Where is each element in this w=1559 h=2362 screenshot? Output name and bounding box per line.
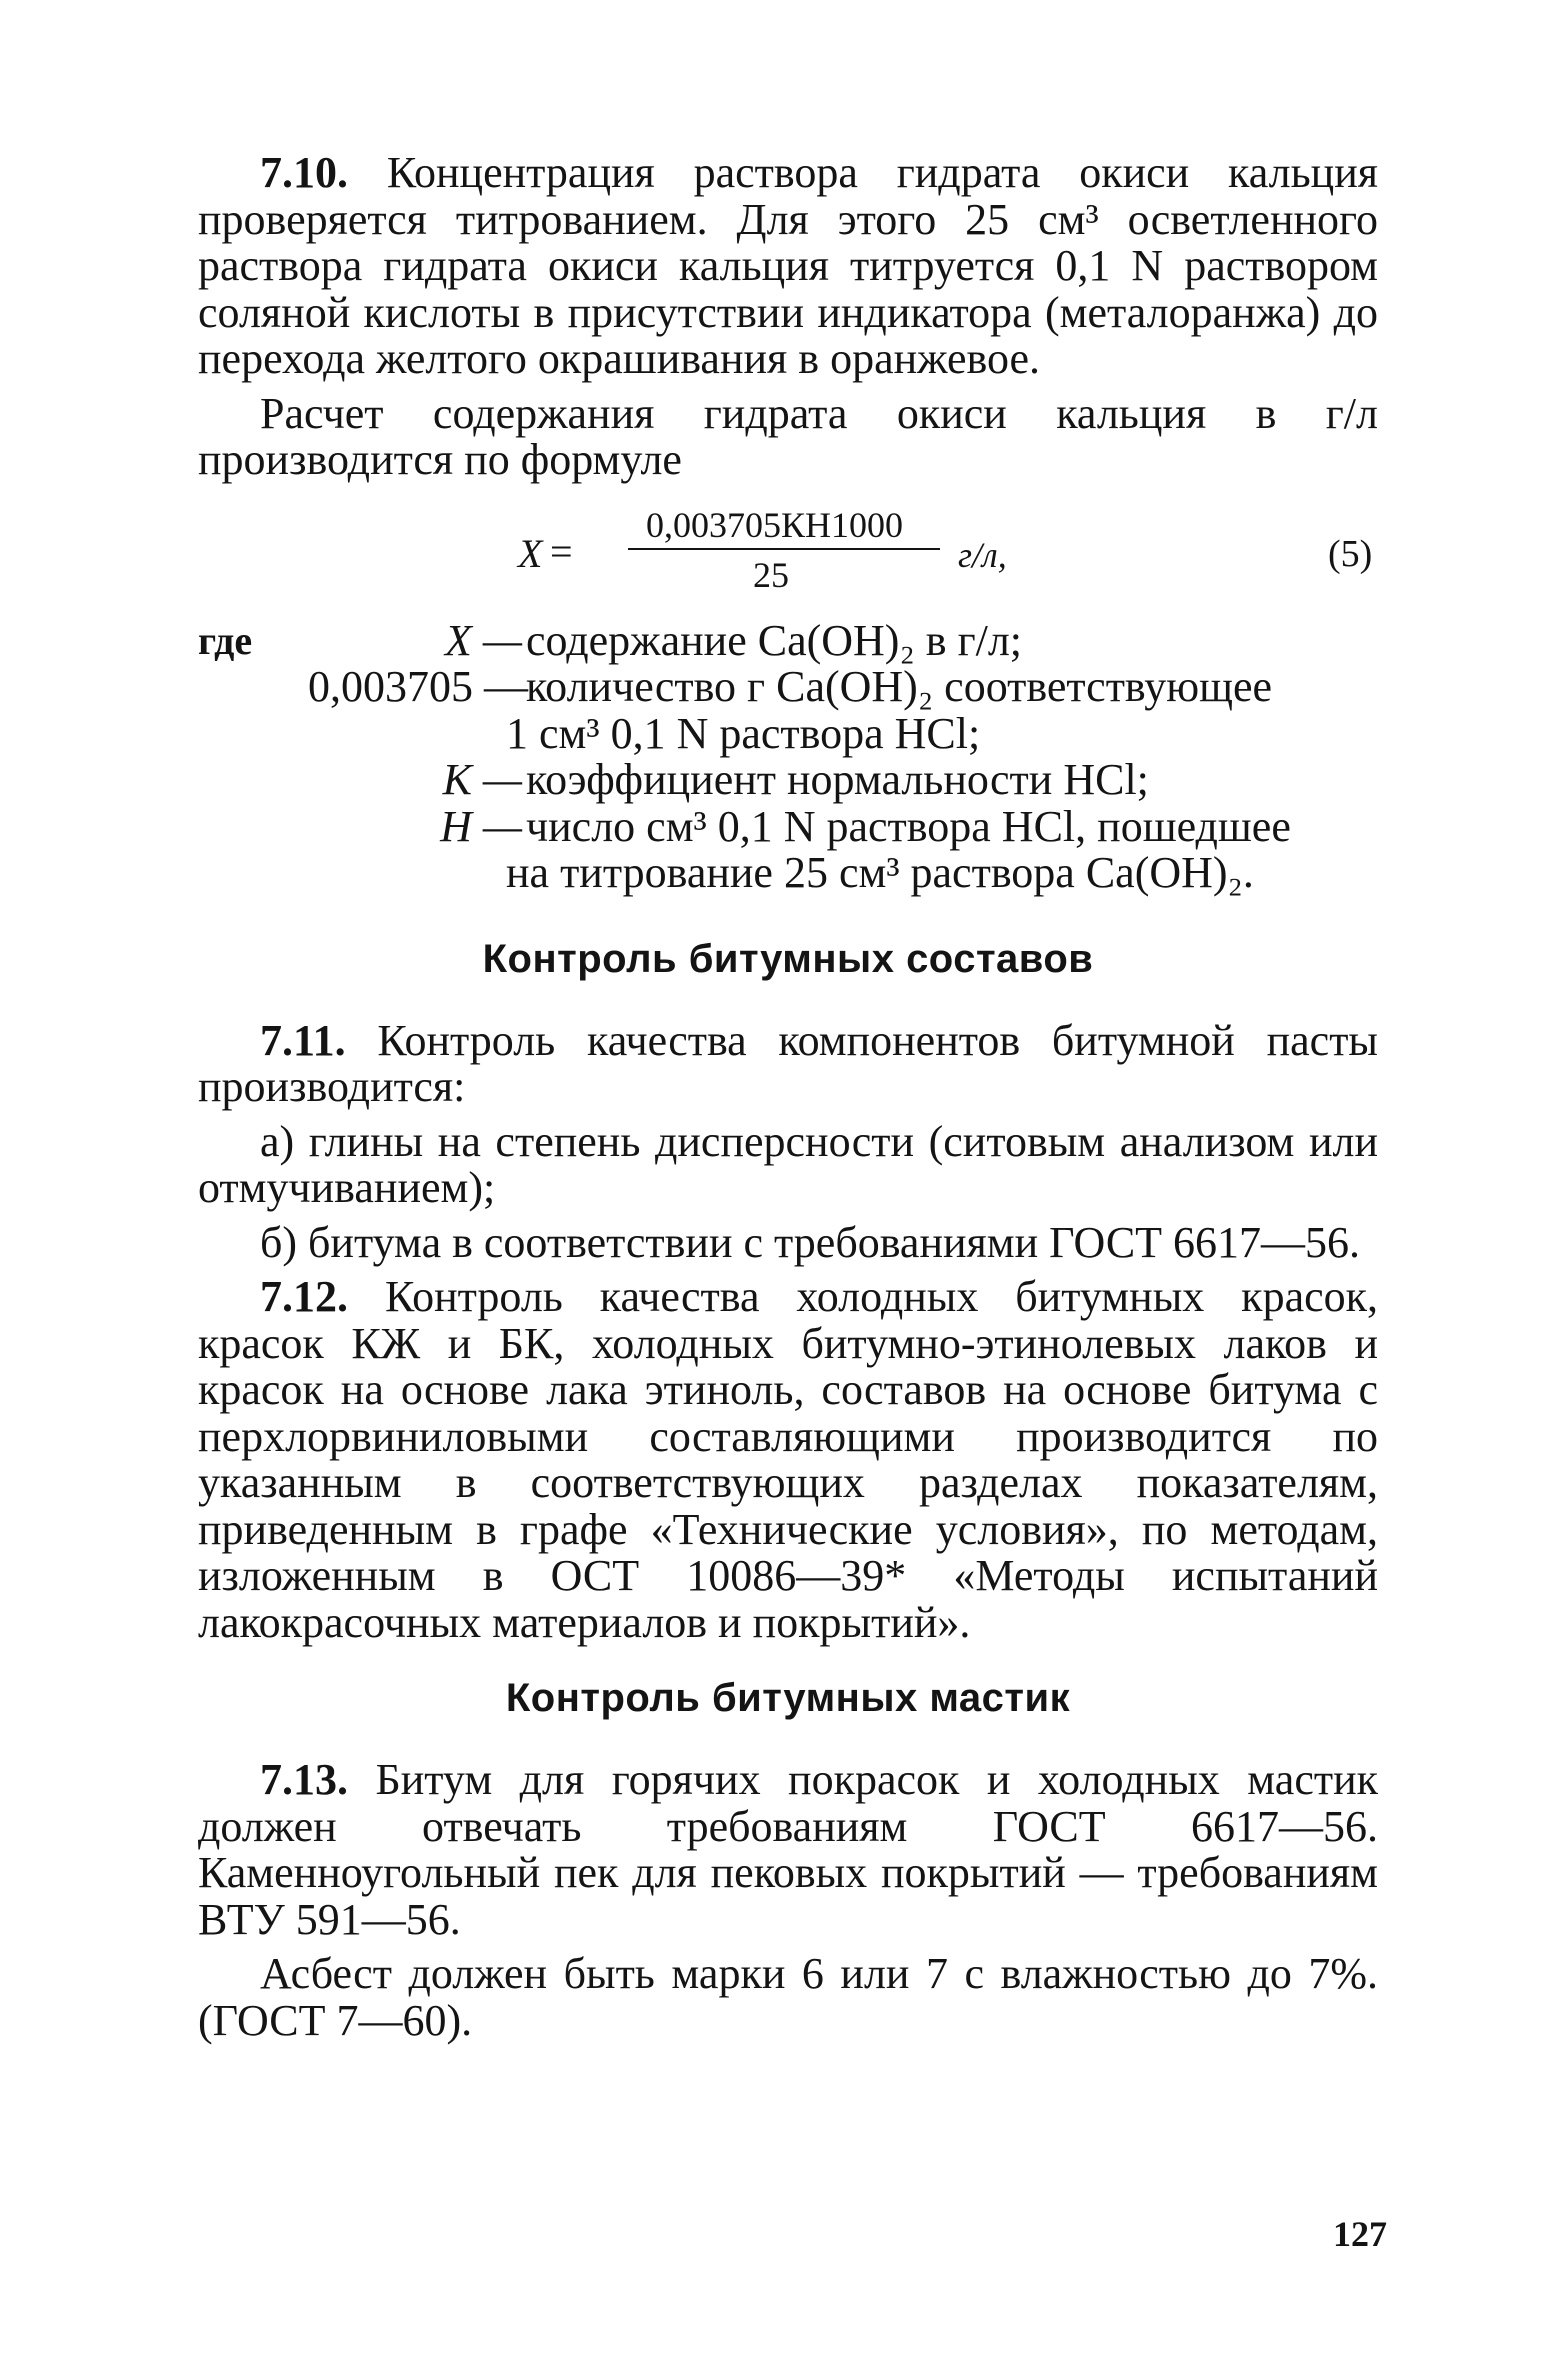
paragraph-text: Контроль качества компонентов битумной пасты производится: bbox=[198, 1015, 1378, 1111]
definition-symbol: X — bbox=[445, 615, 522, 665]
definition-symbol: 0,003705 — bbox=[308, 662, 528, 711]
paragraph-7-13 bbox=[198, 1757, 1378, 1943]
formula-numerator: 0,003705КН1000 bbox=[646, 504, 904, 545]
section-heading-bitumen-compositions: Контроль битумных составов bbox=[482, 936, 1094, 981]
definition-row bbox=[198, 664, 1378, 711]
definition-symbol: К — bbox=[442, 755, 522, 804]
formula-number: (5) bbox=[1328, 532, 1373, 575]
paragraph-text: Концентрация раствора гидрата окиси кальция проверяется титрованием. Для этого 25 см³ осветленного раствора гидрата окиси кальция титруется 0,1 N раствором соляной кислоты в присутствии индикатора (металоранжа) до перехода желтого окрашивания в оранжевое. bbox=[198, 148, 1378, 383]
definition-text: содержание Ca(OH)₂ в г/л; bbox=[526, 615, 1023, 665]
definition-text: количество г Ca(OH)₂ соответствующее bbox=[526, 662, 1273, 711]
formula-5 bbox=[198, 492, 1378, 610]
paragraph-number: 7.12. bbox=[260, 1272, 348, 1321]
paragraph-text: Битум для горячих покрасок и холодных мастик должен отвечать требованиям ГОСТ 6617—56. Каменноугольный пек для пековых покрытий — требованиям ВТУ 591—56. bbox=[198, 1755, 1379, 1944]
paragraph-number: 7.11. bbox=[260, 1015, 346, 1065]
paragraph-text: Контроль качества холодных битумных красок, красок КЖ и БК, холодных битумно-этинолевых лаков и красок на основе лака этиноль, составов на основе битума с перхлорвиниловыми составляющими производится по указанным в соответствующих разделах показателям, приведенным в графе «Технические условия», по методам, изложенным в ОСТ 10086—39* «Методы испытаний лакокрасочных материалов и покрытий». bbox=[198, 1272, 1378, 1647]
formula-lhs: X bbox=[518, 530, 543, 576]
definition-symbol: Н — bbox=[440, 801, 522, 851]
paragraph-7-12 bbox=[198, 1274, 1378, 1646]
paragraph-7-10 bbox=[198, 150, 1378, 383]
paragraph-number: 7.13. bbox=[260, 1755, 348, 1804]
formula-unit: г/л, bbox=[958, 534, 1007, 575]
section-heading-bitumen-mastics: Контроль битумных мастик bbox=[505, 1676, 1071, 1720]
page-body bbox=[198, 150, 1378, 2052]
formula-denominator: 25 bbox=[753, 554, 789, 595]
definition-continuation: 1 см³ 0,1 N раствора HCl; bbox=[506, 708, 981, 758]
paragraph-7-11-b: б) битума в соответствии с требованиями ГОСТ 6617—56. bbox=[260, 1217, 1361, 1267]
definition-row bbox=[198, 615, 1378, 665]
paragraph-calculation: Расчет содержания гидрата окиси кальция в г/л производится по формуле bbox=[198, 388, 1378, 484]
definition-row bbox=[198, 757, 1378, 804]
definition-text: коэффициент нормальности HCl; bbox=[526, 755, 1149, 804]
page-number: 127 bbox=[1333, 2214, 1387, 2254]
paragraph-asbestos: Асбест должен быть марки 6 или 7 с влажностью до 7%. (ГОСТ 7—60). bbox=[198, 1949, 1378, 2045]
paragraph-7-11 bbox=[198, 1015, 1378, 1111]
definition-continuation: на титрование 25 см³ раствора Ca(OH)₂. bbox=[506, 848, 1254, 897]
definition-row bbox=[198, 801, 1378, 851]
definition-text: число см³ 0,1 N раствора HCl, пошедшее bbox=[526, 801, 1291, 851]
formula-equals: = bbox=[550, 528, 573, 574]
where-label: где bbox=[198, 617, 253, 663]
paragraph-number: 7.10. bbox=[260, 148, 348, 197]
paragraph-7-11-a: а) глины на степень дисперсности (ситовым анализом или отмучиванием); bbox=[198, 1116, 1378, 1212]
definitions-list bbox=[198, 615, 1378, 897]
fraction-bar bbox=[628, 548, 940, 550]
